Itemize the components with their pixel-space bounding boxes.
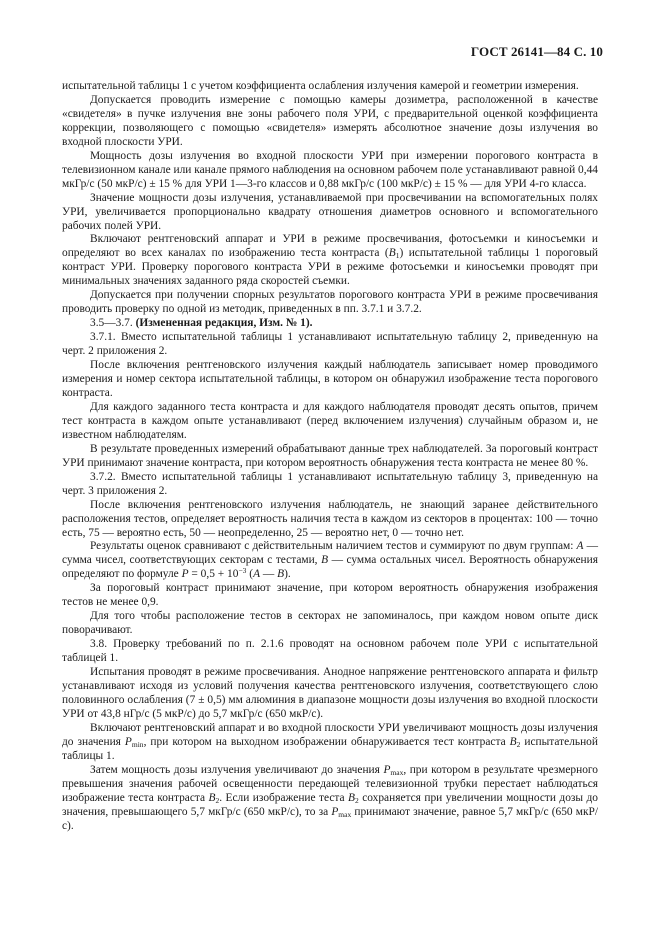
paragraph: Для того чтобы расположение тестов в секторах не запоминалось, при каждом новом опыте диск поворачивают. xyxy=(62,610,598,637)
paragraph: Затем мощность дозы излучения увеличивают до значения $P_{max}$, при котором в результате чрезмерного превышения значения рабочей освещенности передающей телевизионной трубки перестает наблюдаться изображение теста контраста $B_2$. Если изображение теста $B_2$ сохраняется при увеличении мощности дозы до значения, превышающего 5,7 мкГр/с (650 мкР/с), то за $P_{max}$ принимают значение, равное 5,7 мкГр/с (650 мкР/с). xyxy=(62,763,599,832)
page-header: ГОСТ 26141—84 С. 10 xyxy=(470,44,603,59)
paragraph: Значение мощности дозы излучения, устанавливаемой при просвечивании на вспомогательных полях УРИ, увеличивается пропорционально квадрату отношения диаметров основного и вспомогательного рабочих полей УРИ. xyxy=(62,191,598,232)
paragraph: Мощность дозы излучения во входной плоскости УРИ при измерении порогового контраста в телевизионном канале или канале прямого наблюдения на основном рабочем поле устанавливают равной 0,44 мкГр/с (50 мкР/с) ± 15 % для УРИ 1—3-го классов и 0,88 мкГр/с (100 мкР/с) ± 15 % — для УРИ 4-го класса. xyxy=(62,149,598,190)
paragraph: Для каждого заданного теста контраста и для каждого наблюдателя проводят десять опытов, причем тест контраста в каждом опыте устанавливают (перед включением излучения) случайным образом и, не известном наблюдателям. xyxy=(62,400,598,441)
paragraph: Включают рентгеновский аппарат и УРИ в режиме просвечивания, фотосъемки и киносъемки и определяют во всех каналах по изображению теста контраста $(B_1)$ испытательной таблицы 1 пороговый контраст УРИ. Проверку порогового контраста УРИ в режиме фотосъемки и киносъемки проводят при минимальных значениях заданного ряда скоростей съемки. xyxy=(62,233,598,288)
paragraph: 3.7.2. Вместо испытательной таблицы 1 устанавливают испытательную таблицу 3, приведенную на черт. 3 приложения 2. xyxy=(62,470,598,497)
paragraph: В результате проведенных измерений обрабатывают данные трех наблюдателей. За пороговый контраст УРИ принимают значение контраста, при котором вероятность обнаружения теста контраста не менее 80 %. xyxy=(62,442,598,469)
paragraph: 3.7.1. Вместо испытательной таблицы 1 устанавливают испытательную таблицу 2, приведенную на черт. 2 приложения 2. xyxy=(62,331,598,358)
paragraph: Результаты оценок сравнивают с действительным наличием тестов и суммируют по двум группам: А — сумма чисел, соответствующих секторам с тестами, В — сумма остальных чисел. Вероятность обнаружения определяют по формуле $P = 0,5 + 10^{-3}$ (A — B). xyxy=(62,540,598,581)
paragraph: Включают рентгеновский аппарат и во входной плоскости УРИ увеличивают мощность дозы излучения до значения $P_{min}$, при котором на выходном изображении обнаруживается тест контраста $B_2$ испытательной таблицы 1. xyxy=(62,721,598,762)
document-body xyxy=(62,80,598,833)
paragraph: За пороговый контраст принимают значение, при котором вероятность обнаружения изображения тестов не менее 0,9. xyxy=(62,582,598,609)
paragraph: Допускается проводить измерение с помощью камеры дозиметра, расположенной в качестве «свидетеля» в пучке излучения вне зоны рабочего поля УРИ, с предварительной оценкой коэффициента коррекции, позволяющего с помощью «свидетеля» измерять абсолютное значение дозы излучения во входной плоскости УРИ. xyxy=(62,93,598,148)
paragraph: Испытания проводят в режиме просвечивания. Анодное напряжение рентгеновского аппарата и фильтр устанавливают исходя из условий получения качества рентгеновского излучения, соответствующего слою половинного ослабления (7 ± 0,5) мм алюминия в диапазоне мощности дозы излучения во входной плоскости УРИ от 43,8 нГр/с (5 мкР/с) до 5,7 мкГр/с (650 мкР/с). xyxy=(62,666,598,720)
paragraph: Допускается при получении спорных результатов порогового контраста УРИ в режиме просвечивания проводить проверку по одной из методик, приведенных в пп. 3.7.1 и 3.7.2. xyxy=(62,289,598,316)
paragraph: 3.5—3.7. (Измененная редакция, Изм. № 1). xyxy=(90,317,313,330)
paragraph: испытательной таблицы 1 с учетом коэффициента ослабления излучения камерой и геометрии измерения. xyxy=(62,80,579,92)
paragraph: После включения рентгеновского излучения каждый наблюдатель записывает номер проводимого измерения и номер сектора испытательной таблицы, в котором он обнаружил изображение теста порогового контраста. xyxy=(62,359,598,399)
paragraph: После включения рентгеновского излучения наблюдатель, не знающий заранее действительного расположения тестов, определяет вероятность наличия теста в каждом из секторов в процентах: 100 — точно есть, 75 — вероятно есть, 50 — неопределенно, 25 — вероятно нет, 0 — точно нет. xyxy=(62,498,598,539)
paragraph: 3.8. Проверку требований по п. 2.1.6 проводят на основном рабочем поле УРИ с испытательной таблицей 1. xyxy=(62,638,598,665)
